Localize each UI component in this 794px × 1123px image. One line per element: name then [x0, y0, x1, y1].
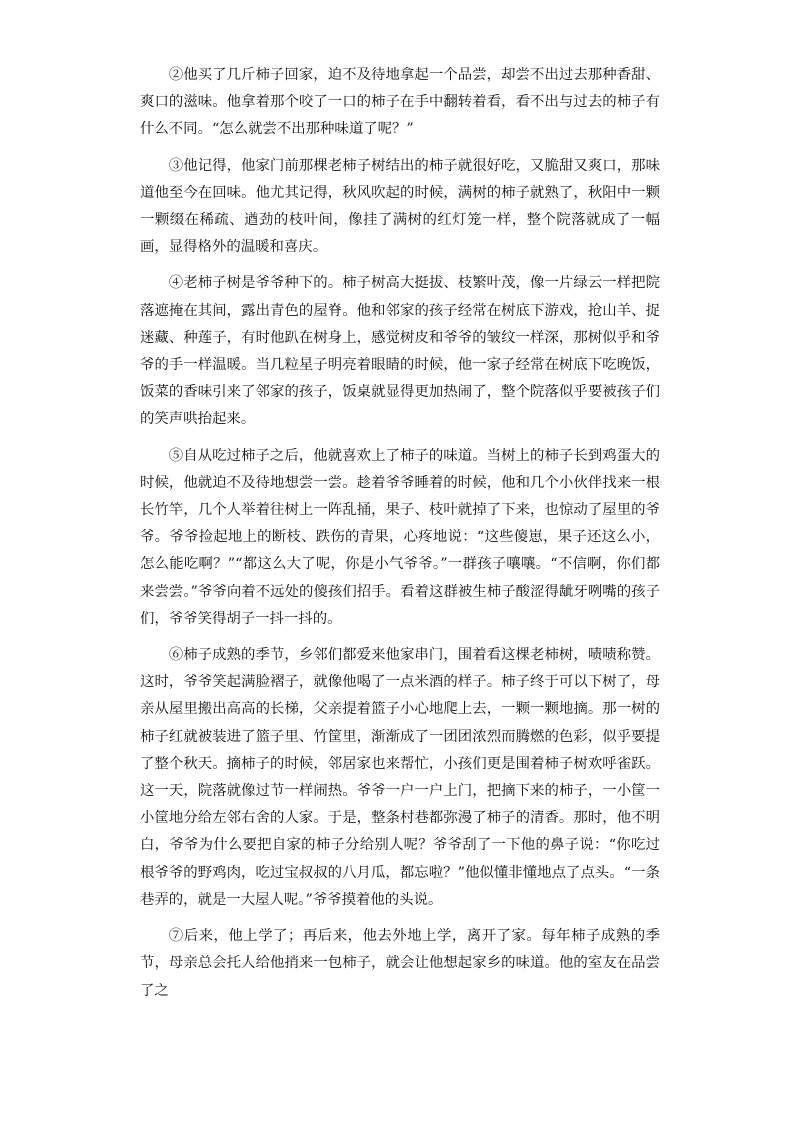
paragraph-5: ⑤自从吃过柿子之后，他就喜欢上了柿子的味道。当树上的柿子长到鸡蛋大的时候，他就迫不及待地想尝一尝。趁着爷爷睡着的时候，他和几个小伙伴找来一根长竹竿，几个人举着往树上一阵乱捅，果子、枝叶就掉了下来，也惊动了屋里的爷爷。爷爷捡起地上的断枝、跌伤的青果，心疼地说：“这些傻崽，果子还这么小，怎么能吃啊？”“都这么大了呢，你是小气爷爷。”一群孩子嚷嚷。“不信啊，你们都来尝尝。”爷爷向着不远处的傻孩们招手。看着这群被生柿子酸涩得龇牙咧嘴的孩子们，爷爷笑得胡子一抖一抖的。	[140, 447, 660, 627]
paragraph-7: ⑦后来，他上学了；再后来，他去外地上学，离开了家。每年柿子成熟的季节，母亲总会托人给他捎来一包柿子，就会让他想起家乡的味道。他的室友在品尝了之	[140, 928, 660, 999]
article-body	[140, 62, 660, 1014]
paragraph-4: ④老柿子树是爷爷种下的。柿子树高大挺拔、枝繁叶茂，像一片绿云一样把院落遮掩在其间，露出青色的屋脊。他和邻家的孩子经常在树底下游戏，抢山羊、捉迷藏、种莲子，有时他趴在树身上，感觉树皮和爷爷的皱纹一样深，那树似乎和爷爷的手一样温暖。当几粒星子明亮着眼睛的时候，他一家子经常在树底下吃晚饭，饭菜的香味引来了邻家的孩子，饭桌就显得更加热闹了，整个院落似乎要被孩子们的笑声哄抬起来。	[140, 275, 660, 428]
paragraph-6: ⑥柿子成熟的季节，乡邻们都爱来他家串门，围着看这棵老柿树，啧啧称赞。这时，爷爷笑起满脸褶子，就像他喝了一点米酒的样子。柿子终于可以下树了，母亲从屋里搬出高高的长梯，父亲提着篮子小心地爬上去，一颗一颗地摘。那一树的柿子红就被装进了篮子里、竹筐里，渐渐成了一团团浓烈而腾燃的色彩，似乎要提了整个秋天。摘柿子的时候，邻居家也来帮忙，小孩们更是围着柿子树欢呼雀跃。这一天，院落就像过节一样闹热。爷爷一户一户上门，把摘下来的柿子，一小筐一小筐地分给左邻右舍的人家。于是，整条村巷都弥漫了柿子的清香。那时，他不明白，爷爷为什么要把自家的柿子分给别人呢？爷爷刮了一下他的鼻子说：“你吃过根爷爷的野鸡肉，吃过宝叔叔的八月瓜，都忘啦？”他似懂非懂地点了点头。“一条巷弄的，就是一大屋人呢。”爷爷摸着他的头说。	[140, 647, 660, 908]
paragraph-2: ②他买了几斤柿子回家，迫不及待地拿起一个品尝，却尝不出过去那种香甜、爽口的滋味。他拿着那个咬了一口的柿子在手中翻转着看，看不出与过去的柿子有什么不同。“怎么就尝不出那种味道了呢？”	[140, 67, 660, 138]
paragraph-3: ③他记得，他家门前那棵老柿子树结出的柿子就很好吃，又脆甜又爽口，那味道他至今在回味。他尤其记得，秋风吹起的时候，满树的柿子就熟了，秋阳中一颗一颗缀在稀疏、遒劲的枝叶间，像挂了满树的红灯笼一样，整个院落就成了一幅画，显得格外的温暖和喜庆。	[140, 157, 660, 256]
